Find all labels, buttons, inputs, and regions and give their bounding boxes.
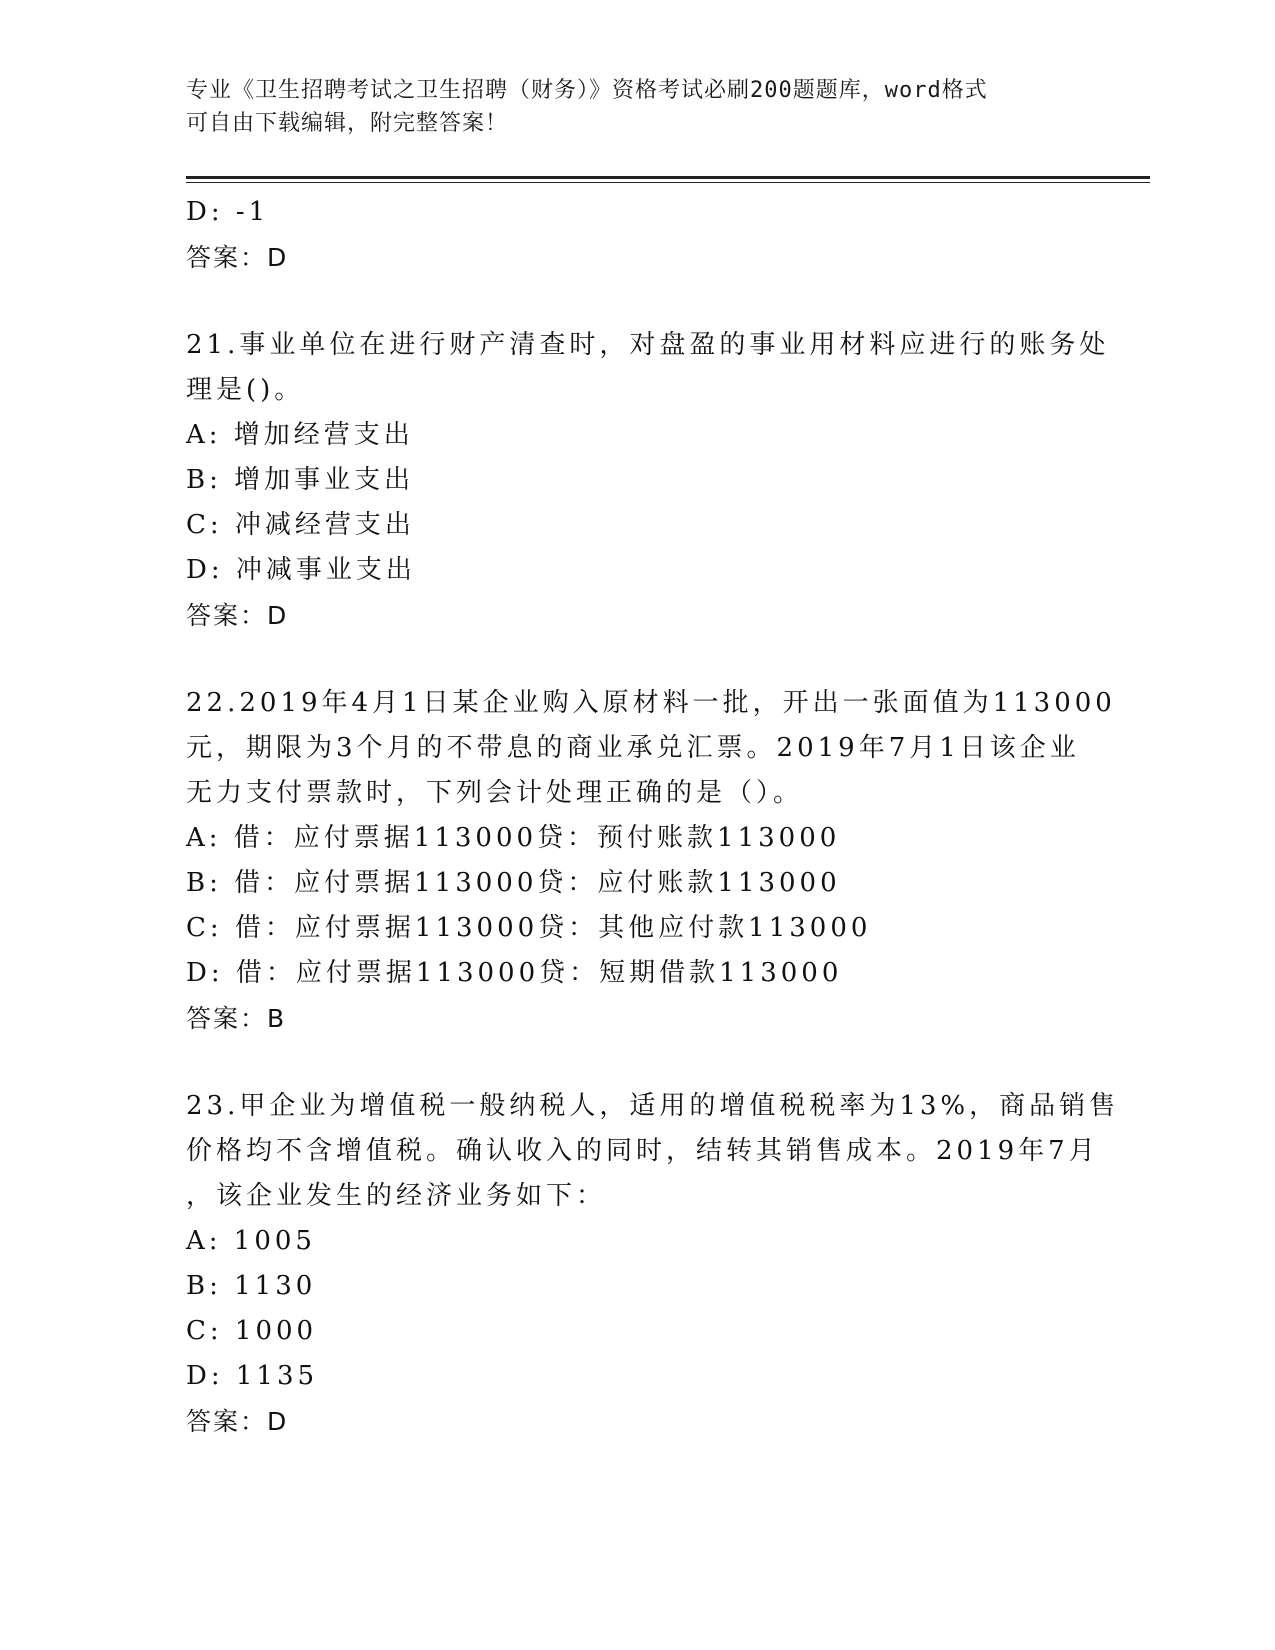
option-a: A: 增加经营支出 [186, 420, 414, 450]
answer: 答案：D [186, 1407, 289, 1436]
question-stem: 元，期限为3个月的不带息的商业承兑汇票。2019年7月1日该企业 [186, 733, 1080, 763]
question-22 [186, 681, 1116, 1041]
question-stem: 22.2019年4月1日某企业购入原材料一批，开出一张面值为113000 [186, 688, 1116, 718]
option-b: B: 借：应付票据113000贷：应付账款113000 [186, 868, 841, 898]
option-b: B: 增加事业支出 [186, 465, 415, 495]
header-line-2: 可自由下载编辑，附完整答案！ [186, 111, 509, 136]
option-c: C: 借：应付票据113000贷：其他应付款113000 [186, 913, 872, 943]
question-stem: 23.甲企业为增值税一般纳税人，适用的增值税税率为13%，商品销售 [186, 1091, 1120, 1121]
question-21 [186, 323, 1110, 638]
question-stem: 无力支付票款时，下列会计处理正确的是（）。 [186, 778, 804, 808]
question-stem: 21.事业单位在进行财产清查时，对盘盈的事业用材料应进行的账务处 [186, 330, 1110, 360]
option-d: D: 冲减事业支出 [186, 555, 416, 585]
header-line-1: 专业《卫生招聘考试之卫生招聘（财务）》资格考试必刷200题题库，word格式 [186, 78, 988, 103]
question-stem: 理是()。 [186, 375, 305, 405]
header-rule-thick [186, 176, 1150, 179]
spacer [186, 280, 1086, 323]
spacer [186, 638, 1086, 681]
document-header [186, 74, 1086, 140]
option-d: D: 1135 [186, 1361, 319, 1391]
prev-option-d: D: -1 [186, 197, 270, 227]
question-23 [186, 1084, 1120, 1444]
question-stem: 价格均不含增值税。确认收入的同时，结转其销售成本。2019年7月 [186, 1136, 1099, 1166]
option-b: B: 1130 [186, 1271, 317, 1301]
header-rule-thin [186, 182, 1150, 183]
spacer [186, 1041, 1086, 1084]
option-c: C: 1000 [186, 1316, 318, 1346]
option-a: A: 借：应付票据113000贷：预付账款113000 [186, 823, 841, 853]
option-c: C: 冲减经营支出 [186, 510, 415, 540]
document-body [186, 190, 1120, 1444]
question-stem: ，该企业发生的经济业务如下： [186, 1181, 607, 1211]
option-d: D: 借：应付票据113000贷：短期借款113000 [186, 958, 843, 988]
prev-answer: 答案：D [186, 243, 289, 272]
answer: 答案：D [186, 601, 289, 630]
answer: 答案：B [186, 1004, 287, 1033]
option-a: A: 1005 [186, 1226, 316, 1256]
